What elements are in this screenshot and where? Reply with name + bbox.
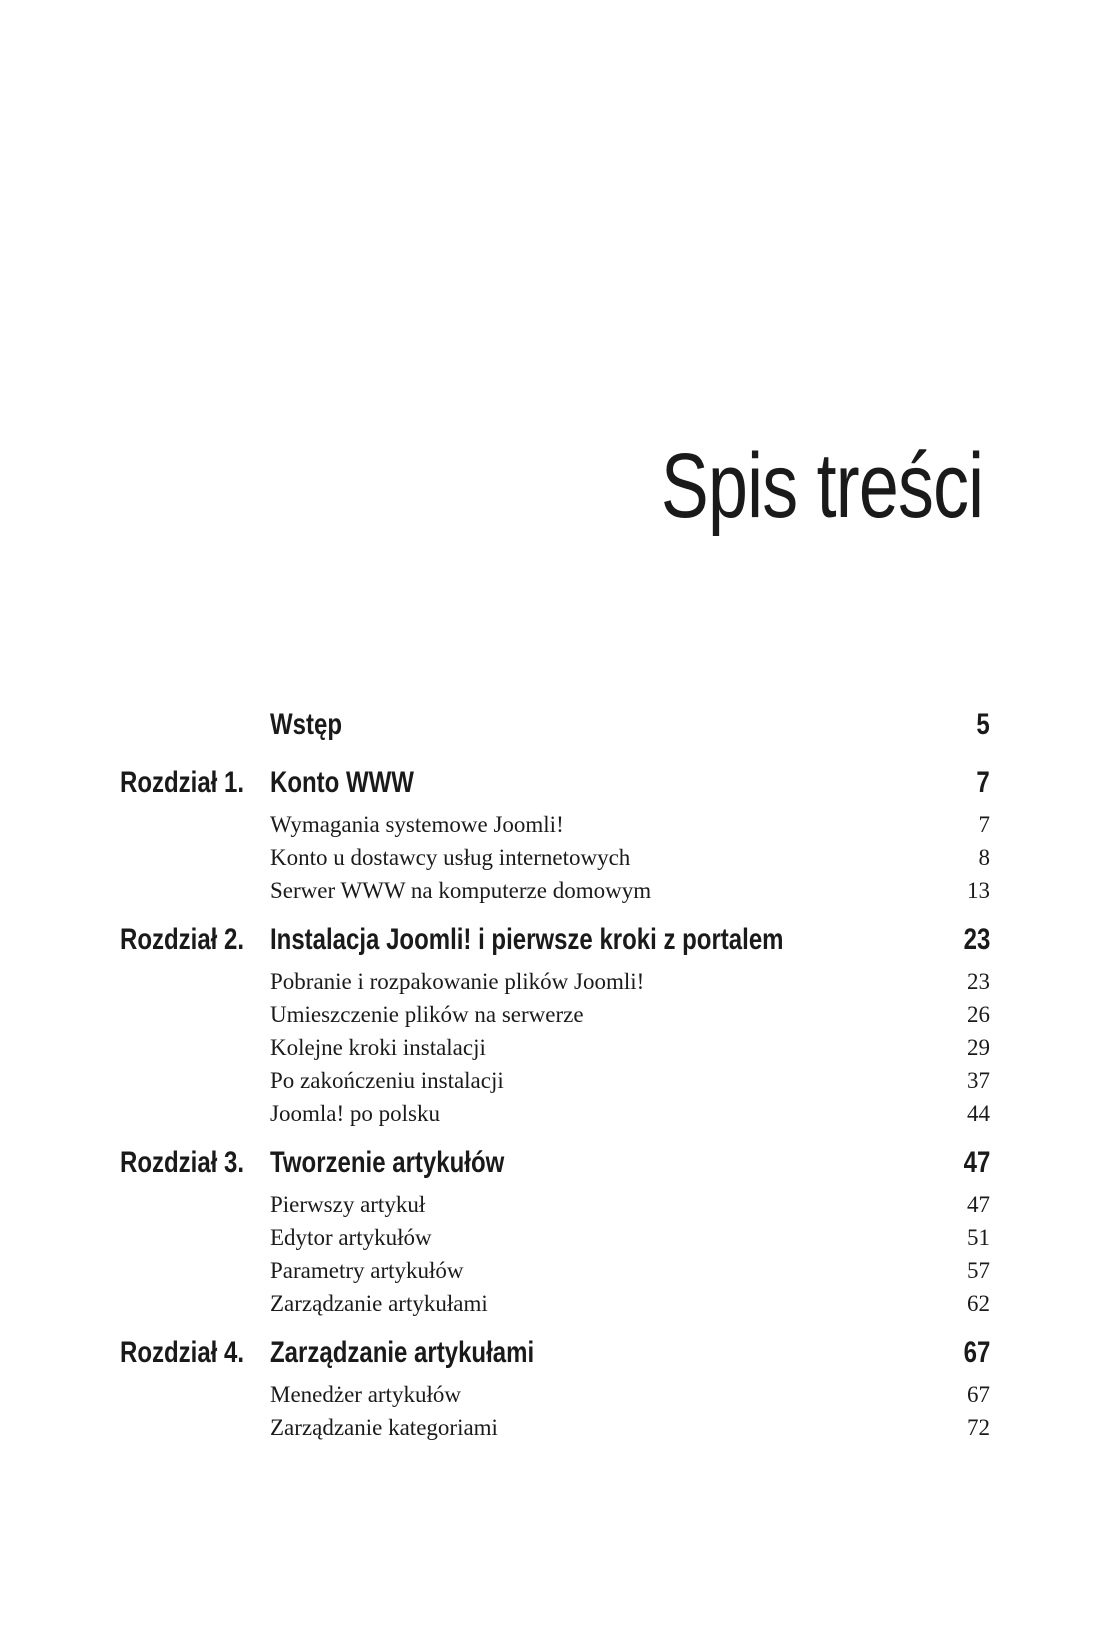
section-title: Joomla! po polsku [270,1101,440,1126]
chapter-label: Rozdział 4. [120,1336,245,1369]
toc-chapter [120,700,990,752]
section-list [120,810,990,909]
section-title: Wymagania systemowe Joomli! [270,812,564,837]
section-entry[interactable] [120,967,990,1000]
toc-chapter [120,915,990,1132]
section-page-number: 62 [967,1291,990,1316]
section-title: Kolejne kroki instalacji [270,1035,486,1060]
section-page-number: 72 [967,1415,990,1440]
chapter-page-number: 5 [976,708,990,741]
section-title: Zarządzanie kategoriami [270,1415,498,1440]
section-entry[interactable] [120,1066,990,1099]
section-title: Zarządzanie artykułami [270,1291,488,1316]
section-entry[interactable] [120,843,990,876]
chapter-title: Instalacja Joomli! i pierwsze kroki z portalem [270,923,784,956]
chapter-heading[interactable] [120,758,990,810]
section-page-number: 7 [978,812,990,837]
section-entry[interactable] [120,1289,990,1322]
section-page-number: 23 [967,969,990,994]
chapter-title: Tworzenie artykułów [270,1146,505,1179]
section-title: Edytor artykułów [270,1225,432,1250]
section-page-number: 37 [967,1068,990,1093]
chapter-page-number: 23 [963,923,990,956]
chapter-title: Konto WWW [270,766,414,799]
section-title: Pierwszy artykuł [270,1192,426,1217]
chapter-heading[interactable] [120,1138,990,1190]
page-title: Spis treści [660,435,983,537]
section-title: Menedżer artykułów [270,1382,461,1407]
chapter-label: Rozdział 3. [120,1146,245,1179]
section-title: Pobranie i rozpakowanie plików Joomli! [270,969,645,994]
section-page-number: 67 [967,1382,990,1407]
toc-chapter [120,1138,990,1322]
section-entry[interactable] [120,810,990,843]
section-entry[interactable] [120,1033,990,1066]
section-page-number: 51 [967,1225,990,1250]
section-page-number: 26 [967,1002,990,1027]
table-of-contents [120,700,990,1452]
section-entry[interactable] [120,1223,990,1256]
chapter-heading[interactable] [120,700,990,752]
section-title: Serwer WWW na komputerze domowym [270,878,652,903]
chapter-title: Wstęp [270,708,342,741]
section-entry[interactable] [120,1000,990,1033]
chapter-title: Zarządzanie artykułami [270,1336,535,1369]
chapter-page-number: 47 [963,1146,990,1179]
section-page-number: 8 [978,845,990,870]
section-page-number: 29 [967,1035,990,1060]
section-list [120,967,990,1132]
chapter-page-number: 7 [976,766,990,799]
section-entry[interactable] [120,1380,990,1413]
section-title: Konto u dostawcy usług internetowych [270,845,631,870]
section-list [120,1190,990,1322]
section-title: Po zakończeniu instalacji [270,1068,504,1093]
chapter-page-number: 67 [963,1336,990,1369]
chapter-heading[interactable] [120,1328,990,1380]
section-entry[interactable] [120,1190,990,1223]
section-page-number: 57 [967,1258,990,1283]
chapter-heading[interactable] [120,915,990,967]
section-page-number: 44 [967,1101,990,1126]
toc-chapter [120,758,990,909]
chapter-label: Rozdział 2. [120,923,245,956]
toc-chapter [120,1328,990,1446]
section-entry[interactable] [120,876,990,909]
chapter-label: Rozdział 1. [120,766,245,799]
section-entry[interactable] [120,1413,990,1446]
section-title: Umieszczenie plików na serwerze [270,1002,584,1027]
section-entry[interactable] [120,1256,990,1289]
section-page-number: 47 [967,1192,990,1217]
section-list [120,1380,990,1446]
section-page-number: 13 [967,878,990,903]
section-title: Parametry artykułów [270,1258,464,1283]
section-entry[interactable] [120,1099,990,1132]
